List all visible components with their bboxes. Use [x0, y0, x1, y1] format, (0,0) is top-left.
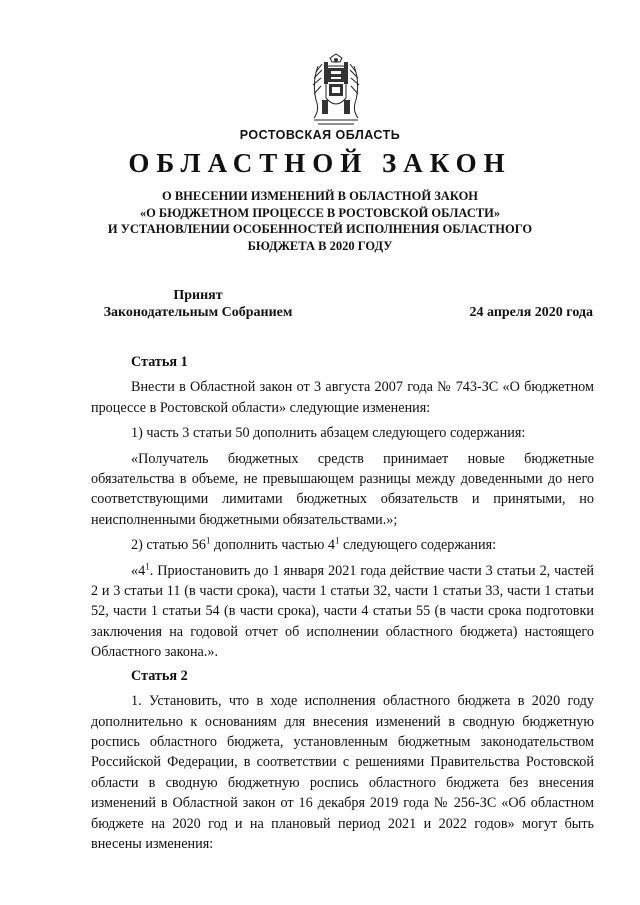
law-title: ОБЛАСТНОЙ ЗАКОН [128, 148, 512, 178]
text-run: . Приостановить до 1 января 2021 года действие части 3 статьи 2, частей 2 и 3 статьи 11 (в части срока), части 1 статьи 32, части 1 статьи 33, части 1 статьи 52, части 1 статьи 54 (в части срока), части 4 статьи 55 (в части срока подготовки заключения на годовой отчет об исполнении областного бюджета) настоящего Областного закона.». [91, 562, 594, 661]
text-run: 2) статью 56 [131, 537, 206, 554]
article-1-item-2-quote [91, 561, 594, 663]
article-1-item-1-quote: «Получатель бюджетных средств принимает новые бюджетные обязательства в объеме, не превышающем разницы между доведенными до него соответствующими лимитами бюджетных обязательств и принятыми, но неисполненными бюджетными обязательствами.»; [91, 450, 594, 528]
adoption-line1: Принят [173, 288, 223, 303]
article-2-para-1: 1. Установить, что в ходе исполнения областного бюджета в 2020 году дополнительно к основаниям для внесения изменений в сводную бюджетную роспись областного бюджета, установленным бюджетным законодательством Российской Федерации, в соответствии с решениями Правительства Ростовской области в сводную бюджетную роспись областного бюджета без внесения изменений в Областной закон от 16 декабря 2019 года № 256-ЗС «Об областном бюджете на 2020 год и на плановый период 2021 и 2022 годов» могут быть внесены изменения: [91, 693, 594, 852]
article-1-heading: Статья 1 [131, 354, 188, 370]
subtitle-line: И УСТАНОВЛЕНИИ ОСОБЕННОСТЕЙ ИСПОЛНЕНИЯ ОБЛАСТНОГО [107, 222, 533, 236]
adoption-date: 24 апреля 2020 года [469, 305, 593, 320]
subtitle-line: «О БЮДЖЕТНОМ ПРОЦЕССЕ В РОСТОВСКОЙ ОБЛАСТИ» [139, 205, 501, 220]
superscript: 1 [205, 535, 211, 546]
adoption-block [88, 287, 308, 321]
article-1-intro: Внести в Областной закон от 3 августа 2007 года № 743-ЗС «О бюджетном процессе в Ростовской области» следующие изменения: [91, 379, 594, 416]
superscript: 1 [145, 560, 150, 571]
region-name: РОСТОВСКАЯ ОБЛАСТЬ [239, 128, 401, 142]
text-run: «4 [131, 562, 146, 579]
text-run: дополнить частью 4 [210, 537, 335, 554]
law-body [91, 349, 594, 854]
subtitle-line: БЮДЖЕТА В 2020 ГОДУ [247, 238, 393, 253]
article-2-heading: Статья 2 [131, 667, 188, 684]
adoption-line2: Законодательным Собранием [103, 305, 293, 320]
superscript: 1 [334, 535, 340, 546]
subtitle-line: О ВНЕСЕНИИ ИЗМЕНЕНИЙ В ОБЛАСТНОЙ ЗАКОН [161, 189, 479, 203]
law-subtitle [60, 188, 580, 254]
coat-of-arms-emblem [308, 52, 364, 126]
article-1-item-2 [91, 535, 594, 555]
article-1-item-1: 1) часть 3 статьи 50 дополнить абзацем следующего содержания: [131, 425, 526, 442]
text-run: следующего содержания: [339, 537, 497, 554]
